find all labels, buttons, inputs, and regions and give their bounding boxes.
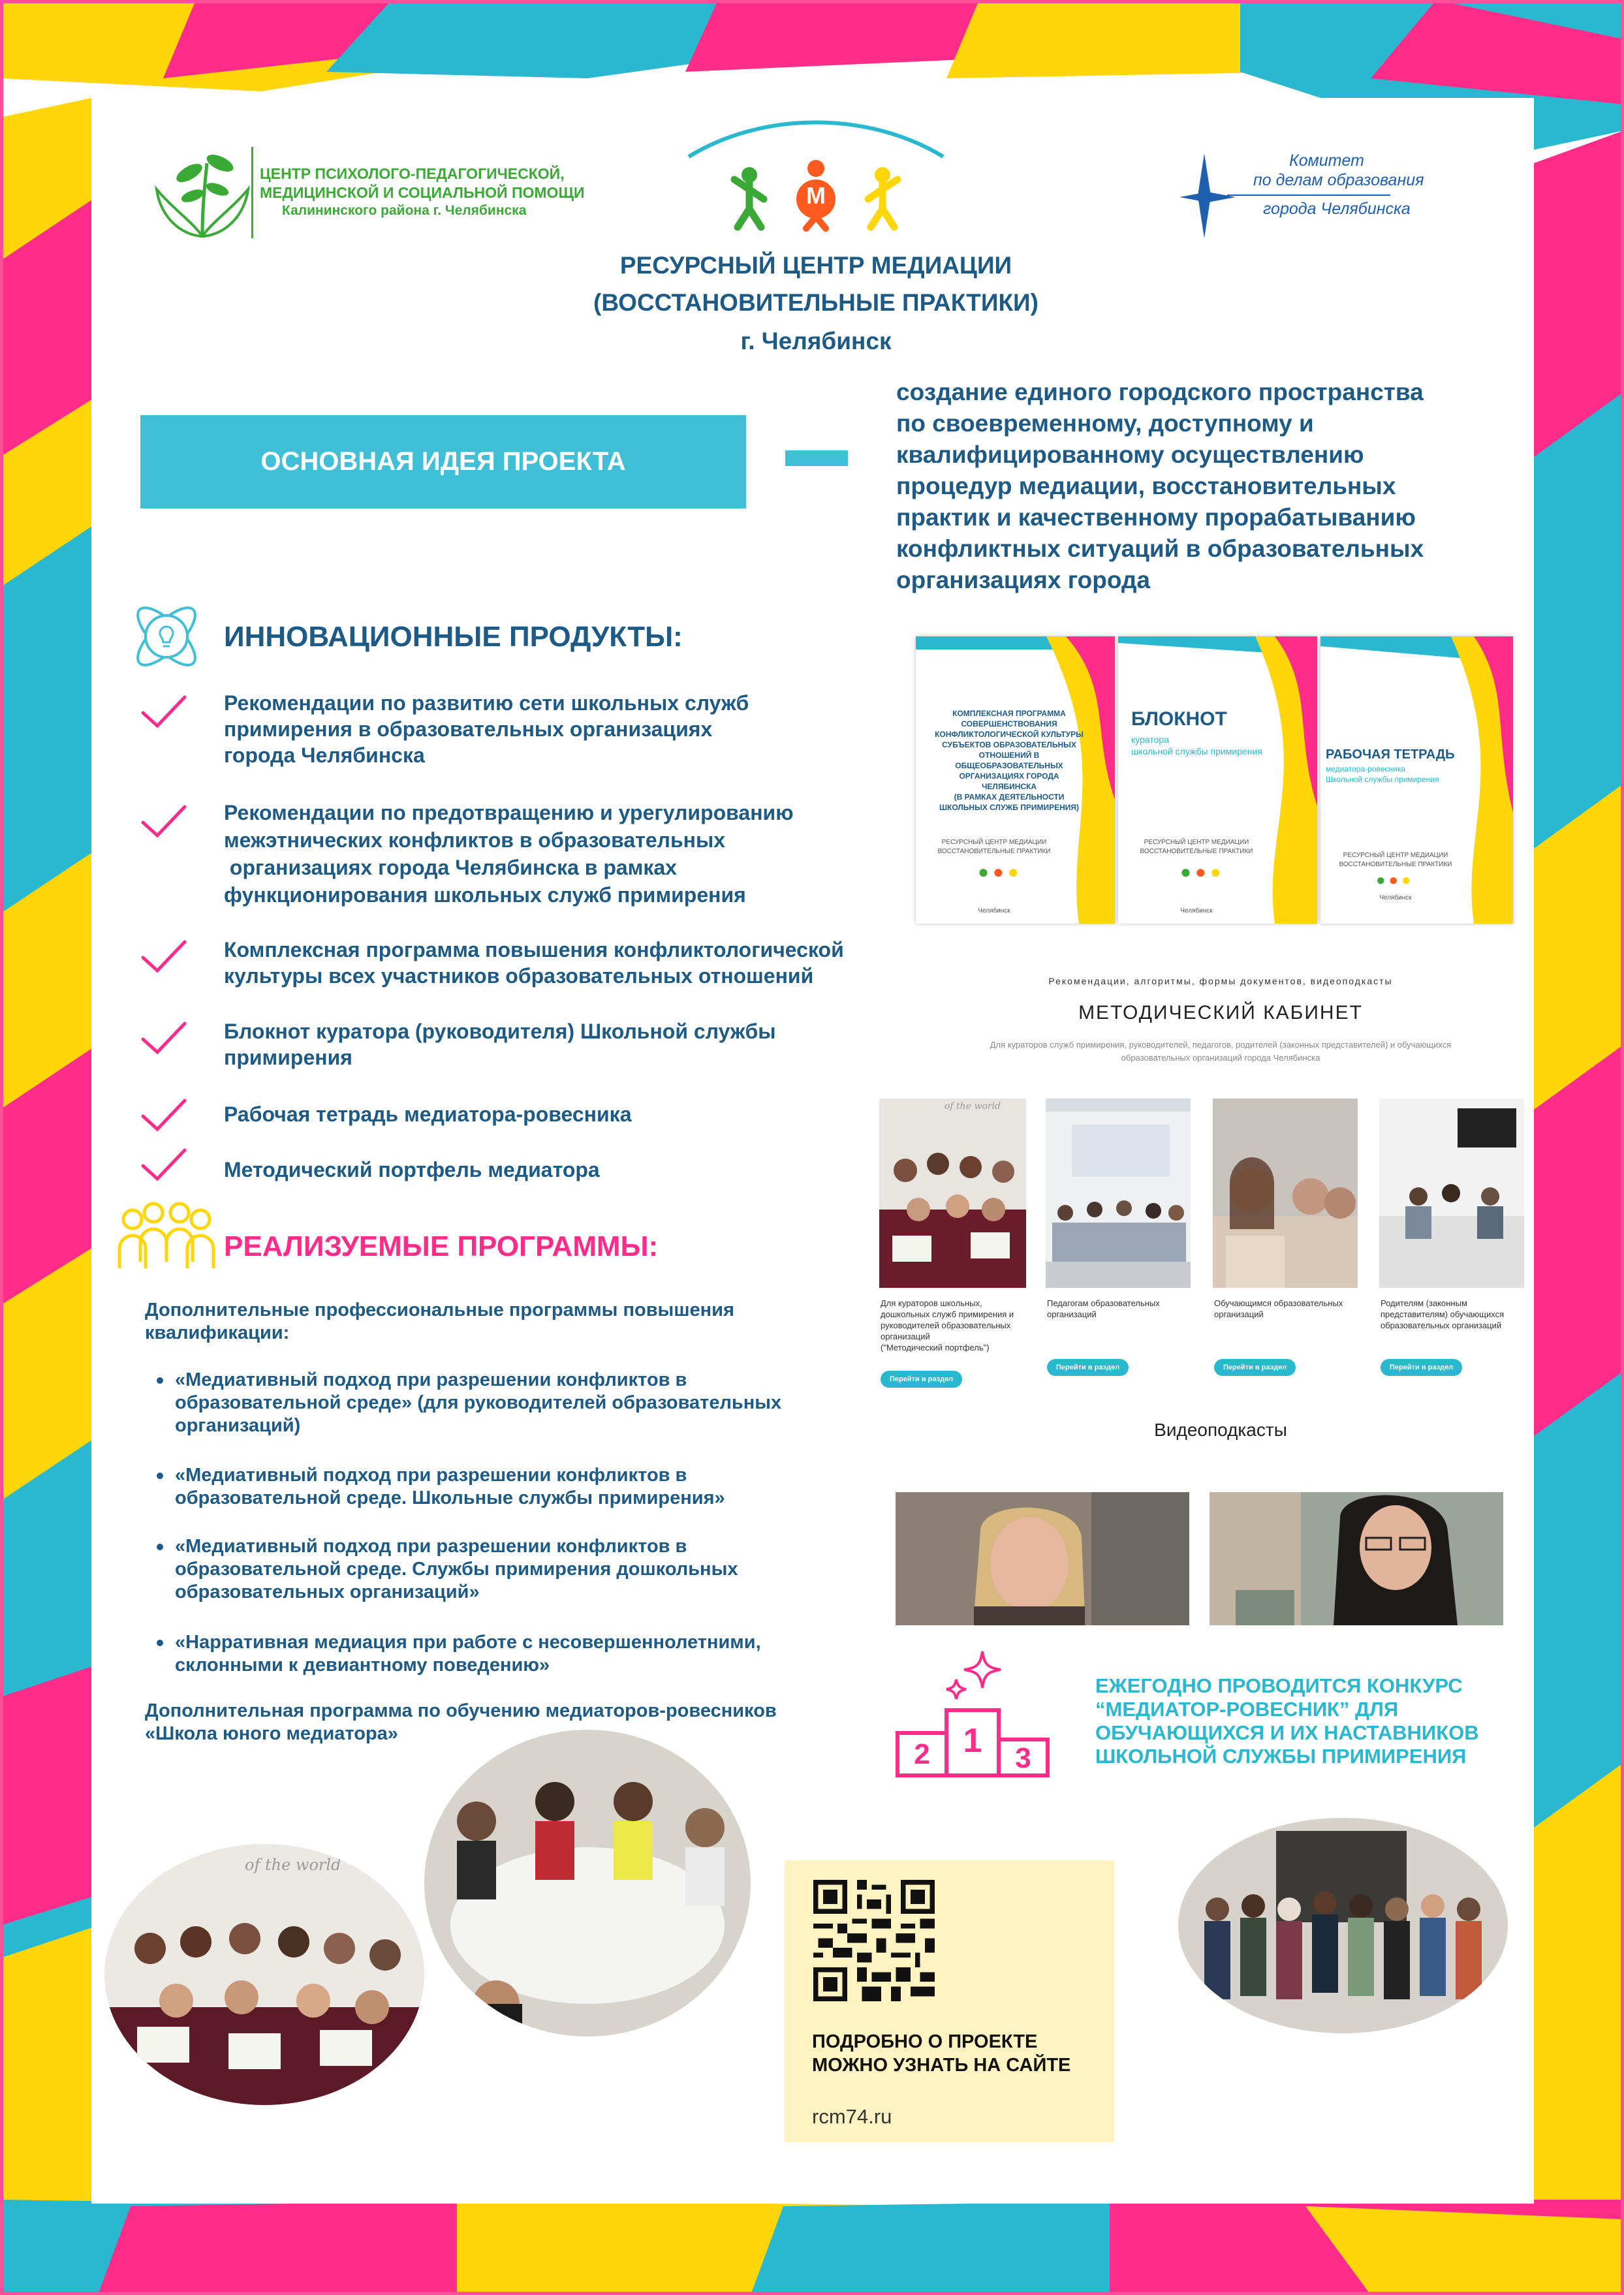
cabinet-tagline: Рекомендации, алгоритмы, формы документов, видеоподкасты xyxy=(1048,976,1393,986)
checkmark-icon xyxy=(140,693,187,730)
book-sub2: Школьной службы примирения xyxy=(1326,775,1439,784)
card-line: организаций xyxy=(881,1332,930,1341)
product-line: Рабочая тетрадь медиатора-ровесника xyxy=(224,1102,632,1126)
product-line: Рекомендации по предотвращению и урегулированию xyxy=(224,801,794,824)
curators-section-button[interactable]: Перейти в раздел xyxy=(881,1371,962,1388)
book-footer2: ВОССТАНОВИТЕЛЬНЫЕ ПРАКТИКИ xyxy=(1339,861,1452,868)
card-students-text xyxy=(1214,1298,1364,1320)
cabinet-photo-teachers xyxy=(1046,1099,1191,1288)
main-idea-line: процедур медиации, восстановительных xyxy=(896,473,1396,499)
programs-intro: квалификации: xyxy=(145,1322,290,1343)
card-line: организаций xyxy=(1047,1309,1097,1319)
book-title: РАБОЧАЯ ТЕТРАДЬ xyxy=(1326,747,1455,762)
book-footer1: РЕСУРСНЫЙ ЦЕНТР МЕДИАЦИИ xyxy=(1343,852,1448,859)
contest-line: ОБУЧАЮЩИХСЯ И ИХ НАСТАВНИКОВ xyxy=(1095,1721,1479,1744)
plant-hands-icon xyxy=(147,137,258,242)
program-line: образовательной среде» (для руководителей образовательных xyxy=(175,1392,782,1413)
book-cover-workbook xyxy=(1320,636,1513,924)
checkmark-icon xyxy=(140,1146,187,1183)
book-sub2: школьной службы примирения xyxy=(1131,746,1262,757)
checkmark-icon xyxy=(140,938,187,975)
card-line: Для кураторов школьных, xyxy=(881,1298,982,1308)
product-line: организациях города Челябинска в рамках xyxy=(224,856,677,879)
book-line: КОМПЛЕКСНАЯ ПРОГРАММА xyxy=(952,709,1066,718)
podcast-video-1[interactable] xyxy=(896,1492,1189,1625)
checkmark-icon xyxy=(140,1020,187,1056)
book-footer2: ВОССТАНОВИТЕЛЬНЫЕ ПРАКТИКИ xyxy=(937,848,1051,855)
card-curators-text xyxy=(881,1298,1031,1353)
product-line: Рекомендации по развитию сети школьных служб xyxy=(224,691,749,715)
card-line: представителям) обучающихся xyxy=(1381,1309,1505,1319)
card-line: ("Методический портфель") xyxy=(881,1343,990,1352)
program-line: склонными к девиантному поведению» xyxy=(175,1655,550,1676)
wall-text: of the world xyxy=(245,1856,341,1874)
book-line: КОНФЛИКТОЛОГИЧЕСКОЙ КУЛЬТУРЫ xyxy=(935,730,1084,739)
program-line: «Медиативный подход при разрешении конфликтов в xyxy=(175,1369,687,1390)
site-url-link[interactable]: rcm74.ru xyxy=(812,2105,892,2128)
book-city: Челябинск xyxy=(1180,907,1213,914)
podium-third: 3 xyxy=(1015,1742,1031,1774)
book-city: Челябинск xyxy=(978,907,1010,914)
people-group-icon xyxy=(114,1200,219,1272)
product-line: Методический портфель медиатора xyxy=(224,1158,600,1181)
page-title-city: г. Челябинск xyxy=(740,328,892,354)
card-parents-text xyxy=(1381,1298,1531,1331)
product-line: примирения xyxy=(224,1046,352,1069)
main-idea-line: создание единого городского пространства xyxy=(896,379,1424,405)
card-line: руководителей образовательных xyxy=(881,1320,1011,1330)
program-line: «Медиативный подход при разрешении конфликтов в xyxy=(175,1536,687,1557)
book-line: ОРГАНИЗАЦИЯХ ГОРОДА ЧЕЛЯБИНСКА xyxy=(959,772,1059,791)
card-line: дошкольных служб примирения и xyxy=(881,1309,1014,1319)
book-cover-notebook xyxy=(1118,636,1317,924)
card-line: Родителям (законным xyxy=(1381,1298,1467,1308)
book-line: СУБЪЕКТОВ ОБРАЗОВАТЕЛЬНЫХ xyxy=(942,740,1076,749)
product-line: Блокнот куратора (руководителя) Школьной службы xyxy=(224,1020,776,1043)
cabinet-desc2: образовательных организаций города Челябинска xyxy=(1121,1053,1320,1063)
committee-logo-icon xyxy=(1178,150,1237,242)
book-footer1: РЕСУРСНЫЙ ЦЕНТР МЕДИАЦИИ xyxy=(1144,839,1249,846)
main-idea-line: по своевременному, доступному и xyxy=(896,410,1314,437)
contest-line: ЕЖЕГОДНО ПРОВОДИТСЯ КОНКУРС xyxy=(1095,1674,1463,1697)
podium-second: 2 xyxy=(914,1738,930,1770)
parents-section-button[interactable]: Перейти в раздел xyxy=(1381,1359,1462,1376)
podium-first: 1 xyxy=(963,1722,982,1760)
students-section-button[interactable]: Перейти в раздел xyxy=(1214,1359,1296,1376)
book-line: ШКОЛЬНЫХ СЛУЖБ ПРИМИРЕНИЯ) xyxy=(939,803,1080,812)
qr-code-icon[interactable] xyxy=(813,1880,935,2001)
main-idea-line: конфликтных ситуаций в образовательных xyxy=(896,535,1424,562)
center-logo xyxy=(147,137,258,242)
site-info-line1: ПОДРОБНО О ПРОЕКТЕ xyxy=(812,2031,1038,2052)
book-logo-icon: ●●● xyxy=(978,862,1023,882)
center-logo-divider xyxy=(251,147,253,238)
book-sub1: куратора xyxy=(1131,734,1170,745)
card-teachers-text xyxy=(1047,1298,1197,1320)
contest-line: “МЕДИАТОР-РОВЕСНИК” ДЛЯ xyxy=(1095,1698,1399,1721)
checkmark-icon xyxy=(140,1097,187,1133)
product-line: Комплексная программа повышения конфликтологической xyxy=(224,938,844,961)
bullet-dot xyxy=(157,1473,163,1479)
center-name-line1: ЦЕНТР ПСИХОЛОГО-ПЕДАГОГИЧЕСКОЙ, xyxy=(260,165,565,182)
program-line: организаций) xyxy=(175,1415,301,1436)
center-name-line2: МЕДИЦИНСКОЙ И СОЦИАЛЬНОЙ ПОМОЩИ xyxy=(260,184,585,201)
main-idea-line: организациях города xyxy=(896,567,1151,593)
podcast-video-2[interactable] xyxy=(1210,1492,1503,1625)
product-line: города Челябинска xyxy=(224,743,425,767)
book-line: ОТНОШЕНИЙ В ОБЩЕОБРАЗОВАТЕЛЬНЫХ xyxy=(955,751,1063,770)
podcasts-title: Видеоподкасты xyxy=(1154,1420,1287,1440)
program-line: «Нарративная медиация при работе с несовершеннолетними, xyxy=(175,1632,761,1653)
product-line: примирения в образовательных организациях xyxy=(224,717,713,741)
cabinet-photo-students xyxy=(1213,1099,1358,1288)
program-line: образовательной среде. Службы примирения дошкольных xyxy=(175,1559,738,1580)
main-idea-label: ОСНОВНАЯ ИДЕЯ ПРОЕКТА xyxy=(140,415,746,508)
bullet-dot xyxy=(157,1544,163,1550)
main-idea-line: квалифицированному осуществлению xyxy=(896,441,1364,468)
book-title: БЛОКНОТ xyxy=(1131,708,1227,730)
wall-text: of the world xyxy=(945,1101,1001,1112)
center-name-line3: Калининского района г. Челябинска xyxy=(282,203,527,218)
bullet-dot xyxy=(157,1640,163,1646)
main-idea-line: практик и качественному прорабатыванию xyxy=(896,504,1416,531)
site-info-line2: МОЖНО УЗНАТЬ НА САЙТЕ xyxy=(812,2055,1071,2076)
programs-heading: РЕАЛИЗУЕМЫЕ ПРОГРАММЫ: xyxy=(224,1230,659,1262)
committee-line2: по делам образования xyxy=(1253,171,1424,189)
page-title-line1: РЕСУРСНЫЙ ЦЕНТР МЕДИАЦИИ xyxy=(619,252,1012,279)
photo-circle-group-event xyxy=(1178,1818,1508,2033)
checkmark-icon xyxy=(140,803,187,839)
book-logo-icon: ●●● xyxy=(1180,862,1225,882)
photo-circle-training-table xyxy=(424,1730,751,2037)
program-line: образовательных организаций» xyxy=(175,1582,480,1602)
card-line: образовательных организаций xyxy=(1381,1320,1502,1330)
extra-program: «Школа юного медиатора» xyxy=(145,1723,398,1744)
committee-line3: города Челябинска xyxy=(1263,200,1411,218)
book-footer1: РЕСУРСНЫЙ ЦЕНТР МЕДИАЦИИ xyxy=(941,839,1047,846)
programs-intro: Дополнительные профессиональные программы повышения xyxy=(145,1300,734,1320)
book-sub1: медиатора-ровесника xyxy=(1326,764,1405,773)
product-line: функционирования школьных служб примирения xyxy=(224,883,746,907)
mediation-center-logo xyxy=(685,117,946,232)
book-logo-icon: ●●● xyxy=(1376,871,1414,889)
product-line: культуры всех участников образовательных отношений xyxy=(224,964,814,988)
logo-letter: М xyxy=(806,182,826,209)
program-line: «Медиативный подход при разрешении конфликтов в xyxy=(175,1465,687,1486)
cabinet-desc1: Для кураторов служб примирения, руководителей, педагогов, родителей (законных представителей) и обучающихся xyxy=(990,1040,1452,1050)
teachers-section-button[interactable]: Перейти в раздел xyxy=(1047,1359,1129,1376)
page-title-line2: (ВОССТАНОВИТЕЛЬНЫЕ ПРАКТИКИ) xyxy=(593,289,1038,316)
cabinet-title: МЕТОДИЧЕСКИЙ КАБИНЕТ xyxy=(1078,1002,1363,1023)
bullet-dot xyxy=(157,1377,163,1384)
book-cover-program xyxy=(916,636,1115,924)
innovations-heading: ИННОВАЦИОННЫЕ ПРОДУКТЫ: xyxy=(224,621,683,653)
lightbulb-atom-icon xyxy=(124,594,209,679)
program-line: образовательной среде. Школьные службы примирения» xyxy=(175,1488,725,1508)
book-line: (В РАМКАХ ДЕЯТЕЛЬНОСТИ xyxy=(954,792,1065,802)
book-footer2: ВОССТАНОВИТЕЛЬНЫЕ ПРАКТИКИ xyxy=(1140,848,1253,855)
contest-line: ШКОЛЬНОЙ СЛУЖБЫ ПРИМИРЕНИЯ xyxy=(1095,1745,1467,1768)
cabinet-photo-curators xyxy=(879,1099,1026,1288)
extra-program: Дополнительная программа по обучению медиаторов-ровесников xyxy=(145,1700,777,1721)
product-line: межэтнических конфликтов в образовательных xyxy=(224,828,726,852)
main-idea-dash xyxy=(785,450,848,466)
cabinet-photo-parents xyxy=(1379,1099,1524,1288)
card-line: Педагогам образовательных xyxy=(1047,1298,1160,1308)
photo-circle-group-certificates xyxy=(104,1844,424,2105)
committee-rule xyxy=(1227,195,1390,196)
book-line: СОВЕРШЕНСТВОВАНИЯ xyxy=(961,719,1057,728)
committee-line1: Комитет xyxy=(1289,151,1364,170)
card-line: организаций xyxy=(1214,1309,1264,1319)
book-city: Челябинск xyxy=(1379,894,1412,901)
card-line: Обучающимся образовательных xyxy=(1214,1298,1343,1308)
